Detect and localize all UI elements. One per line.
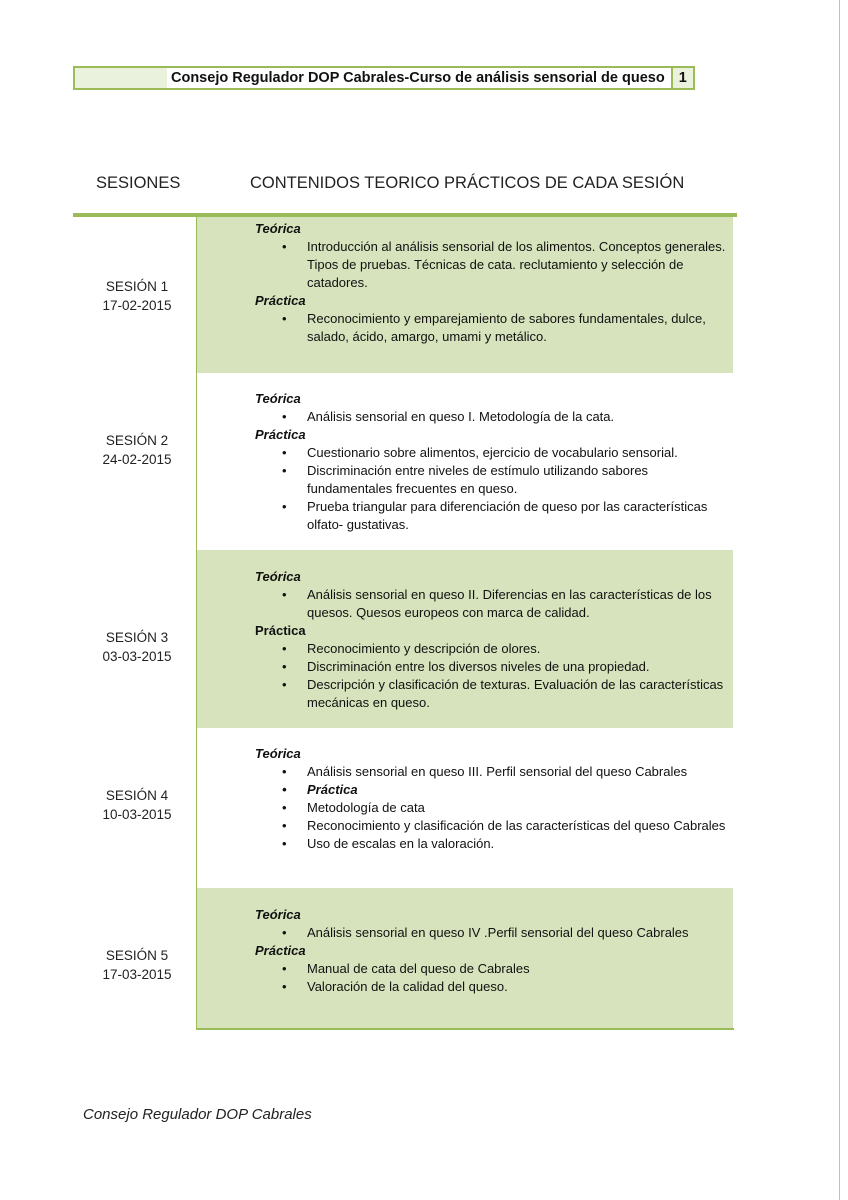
list-item: • Reconocimiento y emparejamiento de sabores fundamentales, dulce, salado, ácido, amargo, umami y metálico.	[255, 310, 727, 346]
session-name: SESIÓN 1	[105, 279, 169, 294]
teorica-heading: Teórica	[255, 221, 301, 236]
table-top-rule	[73, 213, 737, 217]
list-item: • Análisis sensorial en queso II. Diferencias en las características de los quesos. Quesos europeos con marca de calidad.	[255, 586, 727, 622]
session-date: 03-03-2015	[102, 649, 172, 664]
session-name: SESIÓN 5	[105, 948, 169, 963]
session-3-label	[78, 628, 196, 666]
list-item: • Introducción al análisis sensorial de los alimentos. Conceptos generales. Tipos de pruebas. Técnicas de cata. reclutamiento y selección de catadores.	[255, 238, 727, 292]
practica-heading: Práctica	[255, 293, 306, 308]
session-4-label	[78, 786, 196, 824]
page-footer: Consejo Regulador DOP Cabrales	[83, 1106, 312, 1123]
list-item: • Discriminación entre los diversos niveles de una propiedad.	[255, 658, 727, 676]
session-1-content	[255, 220, 727, 346]
teorica-heading: Teórica	[255, 907, 301, 922]
practica-inline-heading: • Práctica	[255, 781, 727, 799]
list-item: • Cuestionario sobre alimentos, ejercicio de vocabulario sensorial.	[255, 444, 727, 462]
session-1-label	[78, 277, 196, 315]
list-item: • Prueba triangular para diferenciación de queso por las características olfato- gustativas.	[255, 498, 727, 534]
session-3-content	[255, 568, 727, 712]
column-header-contenidos: CONTENIDOS TEORICO PRÁCTICOS DE CADA SESIÓN	[250, 174, 685, 192]
page-number: 1	[671, 68, 693, 88]
teorica-list	[255, 586, 727, 622]
session-4-content	[255, 745, 727, 853]
session-name: SESIÓN 4	[105, 788, 169, 803]
session-2-content	[255, 390, 727, 534]
practica-heading: Práctica	[255, 943, 306, 958]
teorica-list	[255, 408, 727, 426]
session-date: 24-02-2015	[102, 452, 172, 467]
practica-list	[255, 310, 727, 346]
list-item: • Metodología de cata	[255, 799, 727, 817]
teorica-heading: Teórica	[255, 746, 301, 761]
table-bottom-rule	[196, 1028, 734, 1030]
practica-heading: Práctica	[255, 623, 306, 638]
list-item: • Análisis sensorial en queso IV .Perfil sensorial del queso Cabrales	[255, 924, 727, 942]
header-title: Consejo Regulador DOP Cabrales-Curso de análisis sensorial de queso	[167, 68, 671, 88]
list-item: • Descripción y clasificación de texturas. Evaluación de las características mecánicas en queso.	[255, 676, 727, 712]
teorica-heading: Teórica	[255, 391, 301, 406]
page-edge	[839, 0, 840, 1200]
practica-heading: Práctica	[255, 427, 306, 442]
teorica-list	[255, 924, 727, 942]
list-item: • Uso de escalas en la valoración.	[255, 835, 727, 853]
column-header-sesiones: SESIONES	[96, 174, 181, 192]
session-2-label	[78, 431, 196, 469]
session-name: SESIÓN 3	[105, 630, 169, 645]
list-item: • Análisis sensorial en queso III. Perfil sensorial del queso Cabrales	[255, 763, 727, 781]
session-5-content	[255, 906, 727, 996]
teorica-heading: Teórica	[255, 569, 301, 584]
teorica-list	[255, 238, 727, 292]
list-item: • Discriminación entre niveles de estímulo utilizando sabores fundamentales frecuentes en queso.	[255, 462, 727, 498]
header-title-cell	[75, 68, 671, 88]
document-header	[73, 66, 695, 90]
list-item: • Manual de cata del queso de Cabrales	[255, 960, 727, 978]
session-date: 10-03-2015	[102, 807, 172, 822]
session-name: SESIÓN 2	[105, 433, 169, 448]
table-column-divider	[196, 217, 197, 1029]
session-5-label	[78, 946, 196, 984]
practica-list	[255, 960, 727, 996]
list-item: • Análisis sensorial en queso I. Metodología de la cata.	[255, 408, 727, 426]
practica-list	[255, 444, 727, 534]
session-date: 17-03-2015	[102, 967, 172, 982]
list-item: • Reconocimiento y clasificación de las características del queso Cabrales	[255, 817, 727, 835]
list-item: • Reconocimiento y descripción de olores.	[255, 640, 727, 658]
session-date: 17-02-2015	[102, 298, 172, 313]
practica-list	[255, 640, 727, 712]
teorica-list	[255, 763, 727, 853]
list-item: • Valoración de la calidad del queso.	[255, 978, 727, 996]
